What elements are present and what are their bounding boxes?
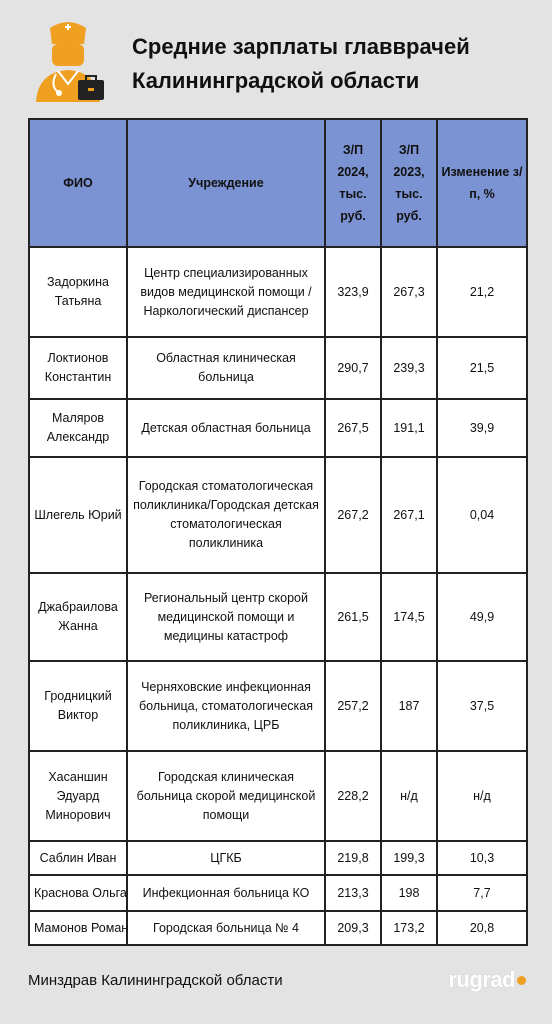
brand-logo (448, 967, 526, 993)
cell-institution: Черняховские инфекционная больница, стоматологическая поликлиника, ЦРБ (127, 661, 325, 751)
brand-logo-text: rugrad (448, 967, 515, 992)
cell-salary-2023: 174,5 (381, 573, 437, 661)
cell-salary-2023: 198 (381, 875, 437, 911)
table-row (29, 751, 527, 841)
cell-salary-2023: 191,1 (381, 399, 437, 457)
column-header-salary-2024: З/П 2024, тыс. руб. (325, 119, 381, 247)
source-caption: Минздрав Калининградской области (28, 972, 283, 989)
column-header-name: ФИО (29, 119, 127, 247)
cell-change: 10,3 (437, 841, 527, 875)
title-line-1: Средние зарплаты главврачей (132, 34, 470, 59)
brand-dot-icon (517, 976, 526, 985)
column-header-change: Изменение з/п, % (437, 119, 527, 247)
cell-salary-2023: 239,3 (381, 337, 437, 399)
cell-salary-2024: 213,3 (325, 875, 381, 911)
table-row (29, 573, 527, 661)
cell-salary-2023: 173,2 (381, 911, 437, 945)
cell-change: 37,5 (437, 661, 527, 751)
cell-name: Задоркина Татьяна (29, 247, 127, 337)
cell-institution: Городская клиническая больница скорой медицинской помощи (127, 751, 325, 841)
table-header-row (29, 119, 527, 247)
table-row (29, 337, 527, 399)
cell-change: 7,7 (437, 875, 527, 911)
cell-change: 49,9 (437, 573, 527, 661)
table-row (29, 399, 527, 457)
cell-institution: Детская областная больница (127, 399, 325, 457)
column-header-institution: Учреждение (127, 119, 325, 247)
header (0, 0, 552, 112)
cell-change: 21,5 (437, 337, 527, 399)
cell-salary-2024: 219,8 (325, 841, 381, 875)
cell-salary-2023: 187 (381, 661, 437, 751)
table-row (29, 661, 527, 751)
cell-salary-2024: 290,7 (325, 337, 381, 399)
table-row (29, 247, 527, 337)
cell-salary-2023: 199,3 (381, 841, 437, 875)
title-line-2: Калининградской области (132, 68, 420, 93)
table-row (29, 457, 527, 573)
cell-salary-2024: 267,2 (325, 457, 381, 573)
cell-change: н/д (437, 751, 527, 841)
cell-change: 39,9 (437, 399, 527, 457)
cell-name: Гродницкий Виктор (29, 661, 127, 751)
cell-salary-2024: 261,5 (325, 573, 381, 661)
doctor-with-briefcase-icon (28, 14, 108, 104)
cell-institution: Центр специализированных видов медицинской помощи / Наркологический диспансер (127, 247, 325, 337)
cell-name: Джабраилова Жанна (29, 573, 127, 661)
cell-salary-2023: 267,3 (381, 247, 437, 337)
table-row (29, 841, 527, 875)
cell-name: Саблин Иван (29, 841, 127, 875)
cell-name: Шлегель Юрий (29, 457, 127, 573)
cell-name: Мамонов Роман (29, 911, 127, 945)
cell-salary-2024: 267,5 (325, 399, 381, 457)
cell-salary-2024: 228,2 (325, 751, 381, 841)
column-header-salary-2023: З/П 2023, тыс. руб. (381, 119, 437, 247)
salary-table (28, 118, 528, 946)
cell-salary-2023: 267,1 (381, 457, 437, 573)
cell-institution: Областная клиническая больница (127, 337, 325, 399)
cell-institution: Региональный центр скорой медицинской помощи и медицины катастроф (127, 573, 325, 661)
table-row (29, 911, 527, 945)
table-row (29, 875, 527, 911)
cell-salary-2024: 323,9 (325, 247, 381, 337)
cell-institution: Городская больница № 4 (127, 911, 325, 945)
cell-change: 0,04 (437, 457, 527, 573)
cell-name: Локтионов Константин (29, 337, 127, 399)
cell-salary-2023: н/д (381, 751, 437, 841)
cell-institution: ЦГКБ (127, 841, 325, 875)
cell-salary-2024: 257,2 (325, 661, 381, 751)
cell-salary-2024: 209,3 (325, 911, 381, 945)
cell-name: Краснова Ольга (29, 875, 127, 911)
cell-change: 21,2 (437, 247, 527, 337)
cell-institution: Городская стоматологическая поликлиника/Городская детская стоматологическая поликлиника (127, 457, 325, 573)
cell-name: Маляров Александр (29, 399, 127, 457)
cell-name: Хасаншин Эдуард Минорович (29, 751, 127, 841)
page-title (132, 30, 532, 98)
cell-change: 20,8 (437, 911, 527, 945)
cell-institution: Инфекционная больница КО (127, 875, 325, 911)
